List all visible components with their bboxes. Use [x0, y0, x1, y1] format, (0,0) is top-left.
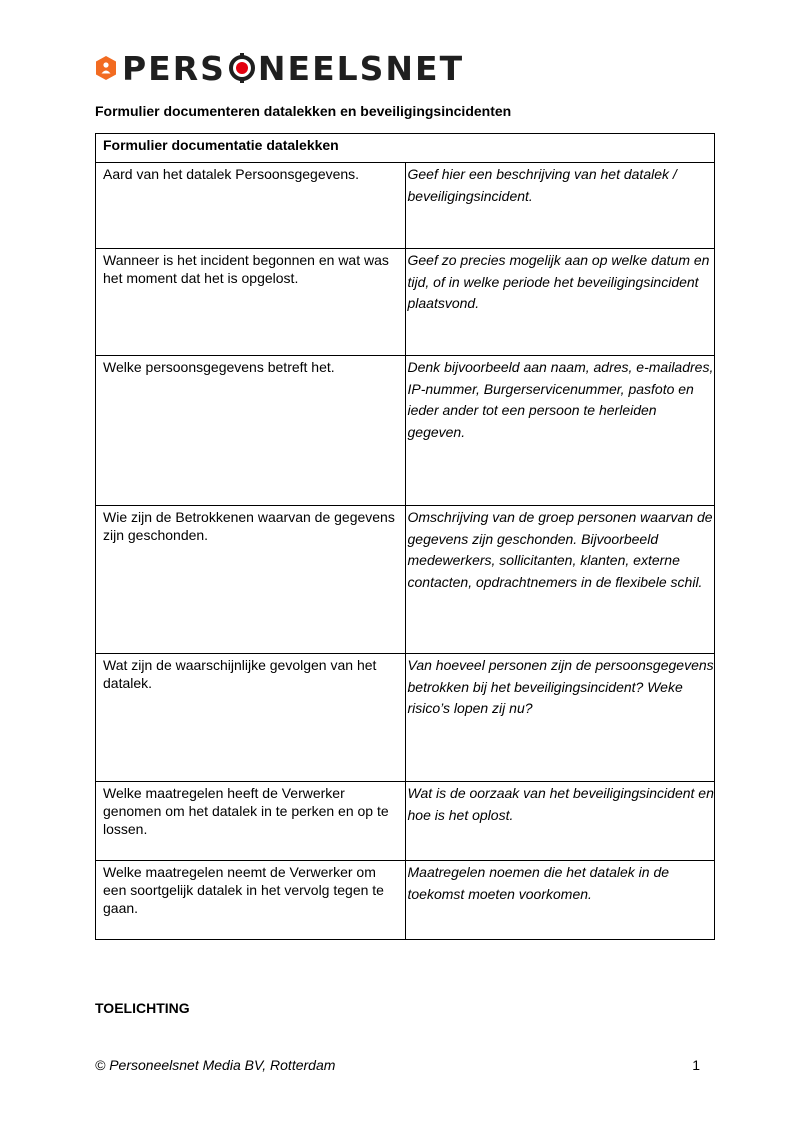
answer-cell: Geef hier een beschrijving van het datalek / beveiligingsincident. [405, 163, 715, 249]
table-row [96, 163, 715, 249]
brand-logo [95, 50, 464, 86]
document-title: Formulier documenteren datalekken en beveiligingsincidenten [95, 103, 512, 119]
table-row [96, 356, 715, 506]
datalek-form-table [95, 133, 715, 940]
page-number: 1 [692, 1057, 700, 1073]
table-row [96, 782, 715, 861]
answer-cell: Maatregelen noemen die het datalek in de toekomst moeten voorkomen. [405, 861, 715, 940]
brand-name-part-2: NEELSNET [257, 48, 465, 88]
table-row [96, 861, 715, 940]
answer-cell: Denk bijvoorbeeld aan naam, adres, e-mailadres, IP-nummer, Burgerservicenummer, pasfoto en ieder ander tot een persoon te herleiden gegeven. [405, 356, 715, 506]
copyright-text: © Personeelsnet Media BV, Rotterdam [95, 1057, 336, 1073]
question-cell: Wie zijn de Betrokkenen waarvan de gegevens zijn geschonden. [96, 506, 406, 654]
question-cell: Wanneer is het incident begonnen en wat was het moment dat het is opgelost. [96, 249, 406, 356]
question-cell: Welke persoonsgegevens betreft het. [96, 356, 406, 506]
table-header-row [96, 134, 715, 163]
question-cell: Welke maatregelen neemt de Verwerker om een soortgelijk datalek in het vervolg tegen te gaan. [96, 861, 406, 940]
question-cell: Aard van het datalek Persoonsgegevens. [96, 163, 406, 249]
table-header: Formulier documentatie datalekken [96, 134, 715, 163]
crosshair-target-icon [227, 53, 257, 83]
brand-wordmark [122, 48, 465, 88]
brand-name-part-1: PERS [122, 48, 226, 88]
table-row [96, 654, 715, 782]
table-row [96, 249, 715, 356]
table-row [96, 506, 715, 654]
answer-cell: Van hoeveel personen zijn de persoonsgegevens betrokken bij het beveiligingsincident? Weke risico’s lopen zij nu? [405, 654, 715, 782]
answer-cell: Omschrijving van de groep personen waarvan de gegevens zijn geschonden. Bijvoorbeeld medewerkers, sollicitanten, klanten, externe contacten, opdrachtnemers in de flexibele schil. [405, 506, 715, 654]
hexagon-person-icon [95, 55, 117, 81]
page-footer [95, 1057, 700, 1073]
answer-cell: Wat is de oorzaak van het beveiligingsincident en hoe is het oplost. [405, 782, 715, 861]
question-cell: Welke maatregelen heeft de Verwerker genomen om het datalek in te perken en op te lossen. [96, 782, 406, 861]
question-cell: Wat zijn de waarschijnlijke gevolgen van het datalek. [96, 654, 406, 782]
section-heading: TOELICHTING [95, 1000, 190, 1016]
answer-cell: Geef zo precies mogelijk aan op welke datum en tijd, of in welke periode het beveiligingsincident plaatsvond. [405, 249, 715, 356]
